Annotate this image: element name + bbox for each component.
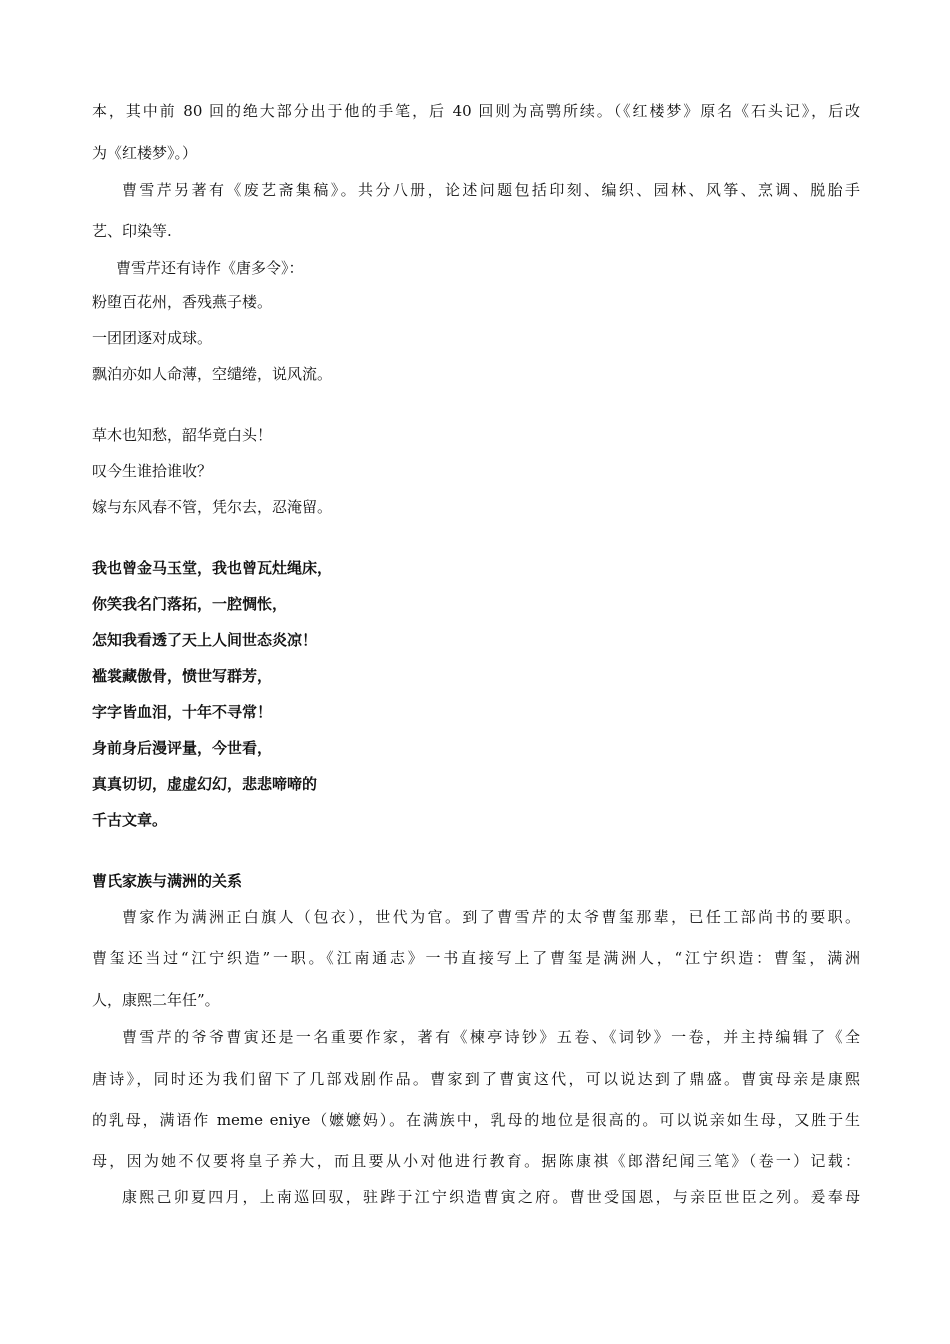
verse-line: 褴裳藏傲骨，愤世写群芳， <box>92 667 273 685</box>
family-paragraph-line-3: 人，康熙二年任”。 <box>92 991 220 1009</box>
poem-line: 粉堕百花州，香残燕子楼。 <box>92 293 273 311</box>
poem-line: 嫁与东风春不管，凭尔去，忍淹留。 <box>92 498 333 516</box>
section-heading: 曹氏家族与满洲的关系 <box>92 872 243 890</box>
poem-line: 草木也知愁，韶华竟白头！ <box>92 426 273 444</box>
quote-line: 康熙己卯夏四月，上南巡回驭，驻跸于江宁织造曹寅之府。曹世受国恩，与亲臣世臣之列。爰奉母 <box>122 1188 860 1206</box>
verse-line: 怎知我看透了天上人间世态炎凉！ <box>92 631 318 649</box>
verse-line: 千古文章。 <box>92 811 168 829</box>
works-paragraph-line-1: 曹雪芹另著有《废艺斋集稿》。共分八册，论述问题包括印刻、编织、园林、风筝、烹调、脱胎手 <box>122 181 860 199</box>
poem-line: 一团团逐对成球。 <box>92 329 213 347</box>
works-paragraph-line-2: 艺、印染等. <box>92 222 172 240</box>
intro-line-1: 本，其中前 80 回的绝大部分出于他的手笔，后 40 回则为高鹗所续。（《红楼梦》原名《石头记》，后改 <box>92 102 860 120</box>
grandfather-paragraph-line-4: 母，因为她不仅要将皇子养大，而且要从小对他进行教育。据陈康祺《郎潜纪闻三笔》（卷一）记载： <box>92 1152 860 1170</box>
verse-line: 字字皆血泪，十年不寻常！ <box>92 703 273 721</box>
family-paragraph-line-2: 曹玺还当过“江宁织造”一职。《江南通志》一书直接写上了曹玺是满洲人，“江宁织造：曹玺，满洲 <box>92 949 860 967</box>
poem-line: 叹今生谁拾谁收？ <box>92 462 213 480</box>
poem-line: 飘泊亦如人命薄，空缱绻，说风流。 <box>92 365 333 383</box>
verse-line: 你笑我名门落拓，一腔惆怅， <box>92 595 288 613</box>
family-paragraph-line-1: 曹家作为满洲正白旗人（包衣），世代为官。到了曹雪芹的太爷曹玺那辈，已任工部尚书的要职。 <box>122 908 860 926</box>
verse-line: 身前身后漫评量，今世看， <box>92 739 273 757</box>
grandfather-paragraph-line-1: 曹雪芹的爷爷曹寅还是一名重要作家，著有《楝亭诗钞》五卷、《词钞》一卷，并主持编辑了《全 <box>122 1028 860 1046</box>
intro-line-2: 为《红楼梦》。） <box>92 144 198 162</box>
verse-line: 我也曾金马玉堂，我也曾瓦灶绳床， <box>92 559 333 577</box>
grandfather-paragraph-line-3: 的乳母，满语作 meme eniye（嬷嬷妈）。在满族中，乳母的地位是很高的。可以说亲如生母，又胜于生 <box>92 1111 860 1129</box>
poem-intro: 曹雪芹还有诗作《唐多令》： <box>116 259 304 277</box>
grandfather-paragraph-line-2: 唐诗》，同时还为我们留下了几部戏剧作品。曹家到了曹寅这代，可以说达到了鼎盛。曹寅母亲是康熙 <box>92 1070 860 1088</box>
verse-line: 真真切切，虚虚幻幻，悲悲啼啼的 <box>92 775 318 793</box>
